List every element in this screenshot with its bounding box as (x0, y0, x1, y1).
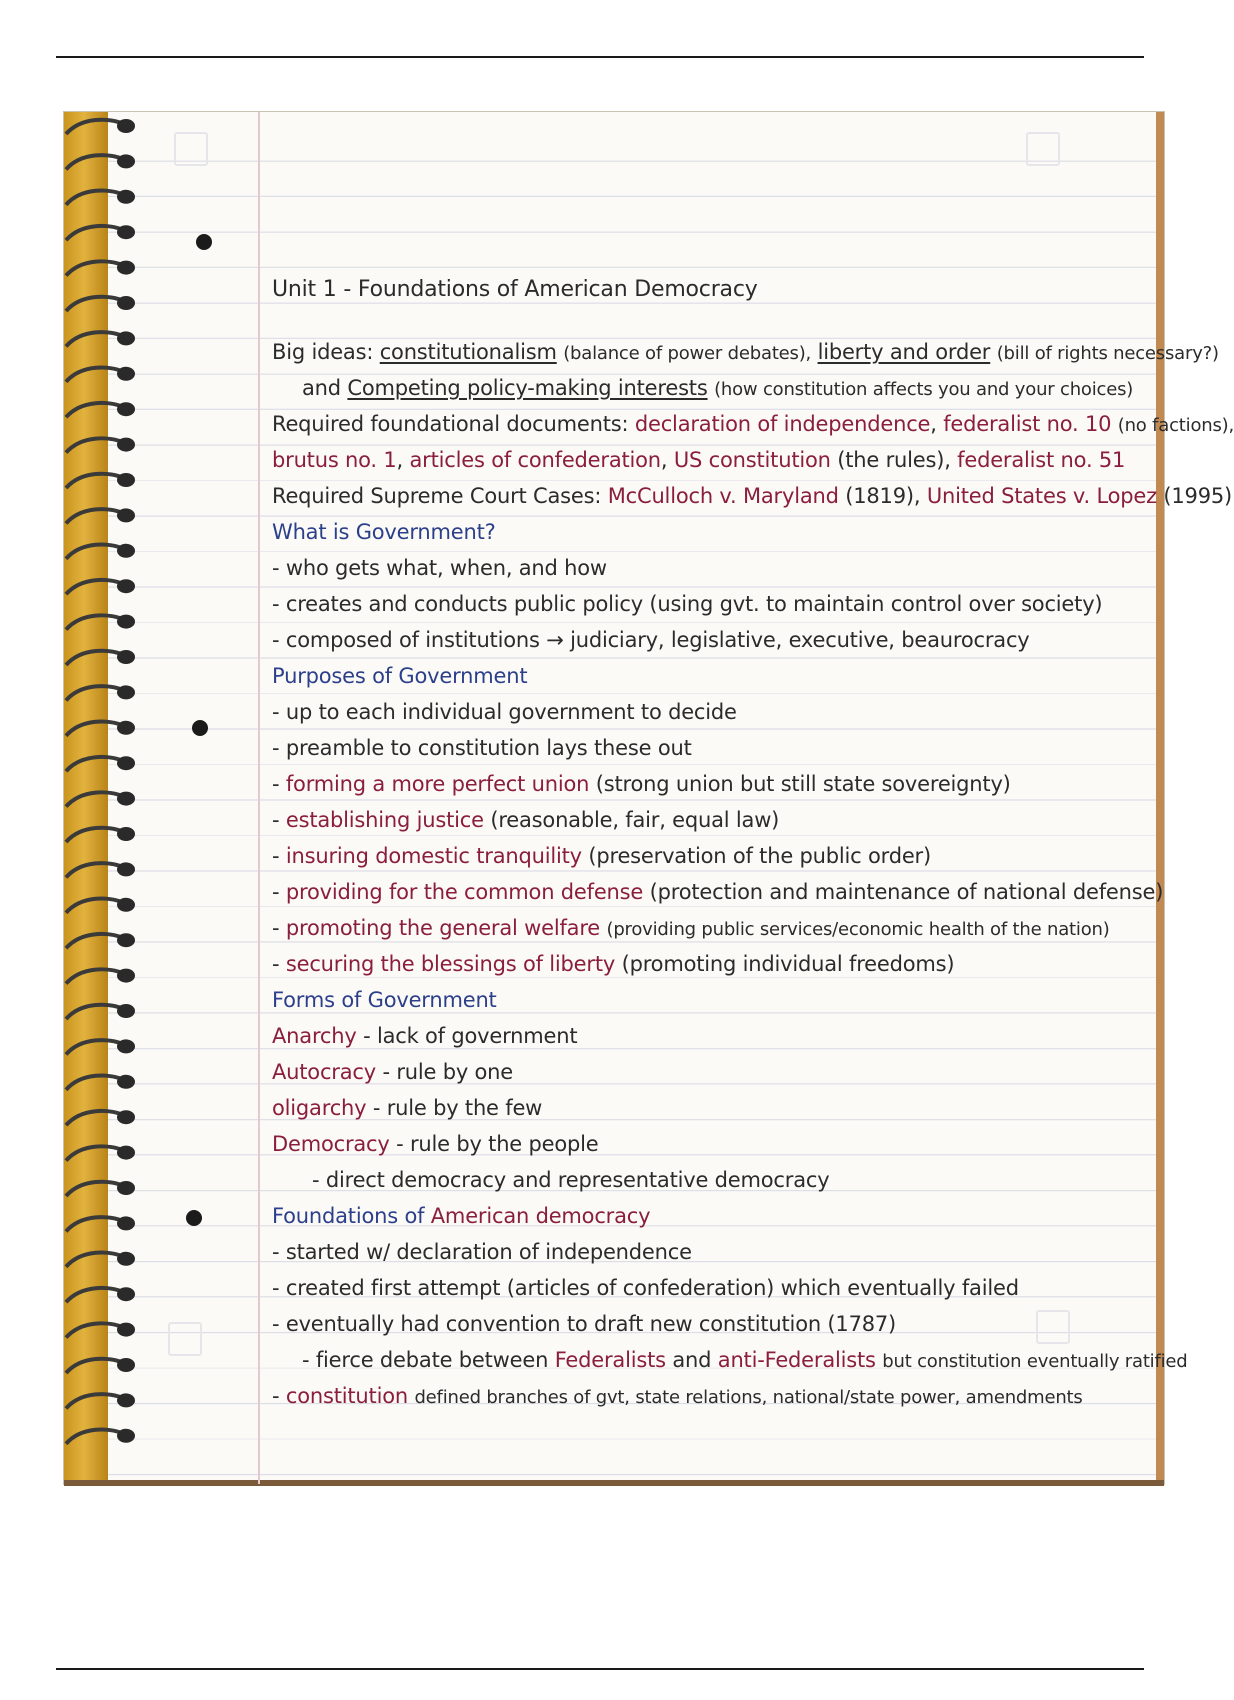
separator: , (396, 448, 404, 472)
spiral-coil (66, 120, 124, 134)
purpose-term: insuring domestic tranquility (285, 844, 582, 868)
spiral-coil (66, 368, 124, 382)
spiral-coil (66, 474, 124, 488)
list-item: - created first attempt (articles of confederation) which eventually failed (272, 1276, 1019, 1300)
purpose-note: (promoting individual freedoms) (621, 952, 955, 976)
spiral-coil (66, 1288, 124, 1302)
separator: , (660, 448, 668, 472)
spiral-coil (66, 1359, 124, 1373)
spiral-coil (66, 1182, 124, 1196)
spiral-coil (66, 1111, 124, 1125)
spiral-coil (66, 757, 124, 771)
spiral-coil-end (117, 1216, 135, 1230)
form-term: oligarchy (272, 1096, 367, 1120)
form-def: - rule by one (382, 1060, 514, 1084)
page-edge-shadow (1156, 112, 1164, 1484)
spiral-coil-end (117, 438, 135, 452)
form-term: Autocracy (272, 1060, 376, 1084)
spiral-coil (66, 615, 124, 629)
form-def: - rule by the few (372, 1096, 543, 1120)
spiral-coil (66, 722, 124, 736)
purpose-note: (reasonable, fair, equal law) (490, 808, 780, 832)
big-ideas-and: and (302, 376, 341, 400)
big-ideas-label: Big ideas: (272, 340, 374, 364)
big-idea-note: (how constitution affects you and your choices) (714, 379, 1134, 400)
spiral-coil-end (117, 1004, 135, 1018)
spiral-coil-end (117, 154, 135, 168)
spiral-coil-end (117, 261, 135, 275)
spiral-coil (66, 1040, 124, 1054)
spiral-coil-end (117, 1252, 135, 1266)
spiral-coil-end (117, 1146, 135, 1160)
cases-line (272, 478, 1233, 514)
handwritten-notes (272, 272, 1234, 1414)
text: but constitution eventually ratified (882, 1351, 1188, 1372)
big-ideas-line (272, 334, 1219, 370)
spiral-coil-end (117, 473, 135, 487)
cases-label: Required Supreme Court Cases: (272, 484, 602, 508)
text: defined branches of gvt, state relations, national/state power, amendments (414, 1387, 1083, 1408)
spiral-coil-end (117, 1075, 135, 1089)
big-idea-liberty-order: liberty and order (817, 340, 991, 364)
spiral-coil (66, 155, 124, 169)
spiral-coil-end (117, 862, 135, 876)
purpose-term: promoting the general welfare (285, 916, 601, 940)
spiral-coil-end (117, 331, 135, 345)
spiral-binding (62, 112, 162, 1492)
purpose-term: forming a more perfect union (285, 772, 590, 796)
spiral-coil (66, 934, 124, 948)
spiral-coil-end (117, 1181, 135, 1195)
spiral-coil (66, 1323, 124, 1337)
spiral-coil-end (117, 721, 135, 735)
spiral-coil-end (117, 898, 135, 912)
form-sub-item: - direct democracy and representative democracy (312, 1168, 830, 1192)
purpose-note: (protection and maintenance of national defense) (649, 880, 1164, 904)
form-item (272, 1090, 1152, 1126)
doc-constitution: US constitution (673, 448, 831, 472)
spiral-coil (66, 1430, 124, 1444)
doc-articles: articles of confederation (409, 448, 661, 472)
spiral-coil-end (117, 1323, 135, 1337)
text: - fierce debate between (302, 1348, 549, 1372)
page-top-rule (56, 56, 1144, 58)
spiral-coil-end (117, 756, 135, 770)
spiral-coil-end (117, 650, 135, 664)
doc-federalist-10: federalist no. 10 (943, 412, 1112, 436)
punch-hole-bottom (186, 1210, 202, 1226)
spiral-coil (66, 899, 124, 913)
date-box-top-left (174, 132, 208, 166)
section-heading-forms: Forms of Government (272, 988, 497, 1012)
spiral-coil (66, 226, 124, 240)
section-heading-what-is-government: What is Government? (272, 520, 496, 544)
purpose-term: providing for the common defense (285, 880, 644, 904)
documents-label: Required foundational documents: (272, 412, 629, 436)
purpose-item: - establishing justice (reasonable, fair, equal law) (272, 808, 780, 832)
text: and (672, 1348, 712, 1372)
spiral-coil (66, 509, 124, 523)
spiral-coil (66, 792, 124, 806)
spiral-coil-end (117, 544, 135, 558)
spiral-coil-end (117, 190, 135, 204)
list-item: - who gets what, when, and how (272, 556, 607, 580)
purpose-note: (providing public services/economic health of the nation) (606, 919, 1110, 940)
spiral-coil-end (117, 225, 135, 239)
spiral-coil (66, 863, 124, 877)
case-year: (1995) (1163, 484, 1233, 508)
doc-declaration: declaration of independence (634, 412, 931, 436)
big-idea-constitutionalism: constitutionalism (379, 340, 557, 364)
doc-brutus-1: brutus no. 1 (272, 448, 397, 472)
spiral-coil (66, 686, 124, 700)
page-title: Unit 1 - Foundations of American Democracy (272, 277, 758, 302)
spiral-coil (66, 651, 124, 665)
spiral-coil-end (117, 792, 135, 806)
spiral-coil-end (117, 119, 135, 133)
spiral-coil-end (117, 579, 135, 593)
purpose-item: - insuring domestic tranquility (preservation of the public order) (272, 844, 931, 868)
form-term: Anarchy (272, 1024, 357, 1048)
list-item (272, 1378, 1152, 1414)
purpose-term: establishing justice (285, 808, 484, 832)
spiral-coil-end (117, 827, 135, 841)
list-item: - up to each individual government to decide (272, 700, 737, 724)
punch-hole-middle (192, 720, 208, 736)
separator: , (930, 412, 937, 436)
form-item (272, 1126, 1152, 1162)
spiral-coil (66, 1217, 124, 1231)
big-idea-competing-interests: Competing policy-making interests (347, 376, 708, 400)
text: - (272, 1384, 280, 1408)
spiral-coil-end (117, 1039, 135, 1053)
spiral-coil (66, 969, 124, 983)
margin-line (258, 112, 260, 1484)
big-idea-note: (balance of power debates), (563, 343, 812, 364)
spiral-coil-end (117, 685, 135, 699)
spiral-coil-end (117, 296, 135, 310)
documents-line-2 (272, 442, 1152, 478)
foundations-heading-accent: American democracy (430, 1204, 651, 1228)
date-box-bottom-left (168, 1322, 202, 1356)
spiral-coil-end (117, 933, 135, 947)
spiral-coil (66, 580, 124, 594)
form-item (272, 1018, 1152, 1054)
punch-hole-top (196, 234, 212, 250)
purpose-item: - securing the blessings of liberty (promoting individual freedoms) (272, 952, 955, 976)
date-box-top-right (1026, 132, 1060, 166)
page-bottom-rule (56, 1668, 1144, 1670)
spiral-coil-end (117, 1287, 135, 1301)
purpose-item: - promoting the general welfare (providing public services/economic health of the nation) (272, 916, 1110, 940)
purpose-term: securing the blessings of liberty (285, 952, 616, 976)
spiral-coil-end (117, 1393, 135, 1407)
spiral-coil (66, 828, 124, 842)
big-idea-note: (bill of rights necessary?) (996, 343, 1219, 364)
spiral-coil (66, 332, 124, 346)
spiral-coil (66, 1146, 124, 1160)
spiral-coil (66, 1253, 124, 1267)
form-def: - rule by the people (396, 1132, 599, 1156)
list-item: - preamble to constitution lays these out (272, 736, 692, 760)
spiral-coil-end (117, 402, 135, 416)
doc-note: (no factions), (1117, 415, 1234, 436)
spiral-coil (66, 261, 124, 275)
purpose-note: (strong union but still state sovereignty) (595, 772, 1011, 796)
purpose-item: - forming a more perfect union (strong union but still state sovereignty) (272, 772, 1011, 796)
list-item: - eventually had convention to draft new constitution (1787) (272, 1312, 897, 1336)
section-heading-foundations (272, 1198, 1152, 1234)
spiral-coil-end (117, 615, 135, 629)
foundations-heading-part: Foundations of (272, 1204, 425, 1228)
spiral-coil (66, 438, 124, 452)
term-federalists: Federalists (554, 1348, 666, 1372)
case-year: (1819), (845, 484, 921, 508)
documents-line (272, 406, 1234, 442)
spiral-coil-end (117, 1429, 135, 1443)
doc-note: (the rules), (837, 448, 951, 472)
spiral-coil-end (117, 969, 135, 983)
spiral-coil (66, 1394, 124, 1408)
term-constitution: constitution (285, 1384, 408, 1408)
spiral-coil (66, 191, 124, 205)
notebook-bottom-edge (64, 1480, 1164, 1486)
spiral-coil-end (117, 1358, 135, 1372)
case-lopez: United States v. Lopez (926, 484, 1157, 508)
form-item (272, 1054, 1152, 1090)
form-def: - lack of government (363, 1024, 578, 1048)
spiral-coil (66, 403, 124, 417)
sub-list-item (272, 1342, 1188, 1378)
spiral-coil-end (117, 1110, 135, 1124)
list-item: - creates and conducts public policy (using gvt. to maintain control over society) (272, 592, 1103, 616)
form-term: Democracy (272, 1132, 390, 1156)
list-item: - composed of institutions → judiciary, legislative, executive, beaurocracy (272, 628, 1030, 652)
spiral-coil (66, 1005, 124, 1019)
big-ideas-line-2 (272, 370, 1152, 406)
spiral-coil-end (117, 508, 135, 522)
case-mcculloch: McCulloch v. Maryland (607, 484, 839, 508)
list-item: - started w/ declaration of independence (272, 1240, 692, 1264)
spiral-coil (66, 297, 124, 311)
doc-federalist-51: federalist no. 51 (957, 448, 1126, 472)
section-heading-purposes: Purposes of Government (272, 664, 528, 688)
purpose-item: - providing for the common defense (protection and maintenance of national defense) (272, 880, 1164, 904)
spiral-coil (66, 545, 124, 559)
spiral-coil-end (117, 367, 135, 381)
purpose-note: (preservation of the public order) (588, 844, 931, 868)
term-anti-federalists: anti-Federalists (717, 1348, 876, 1372)
spiral-coil (66, 1076, 124, 1090)
